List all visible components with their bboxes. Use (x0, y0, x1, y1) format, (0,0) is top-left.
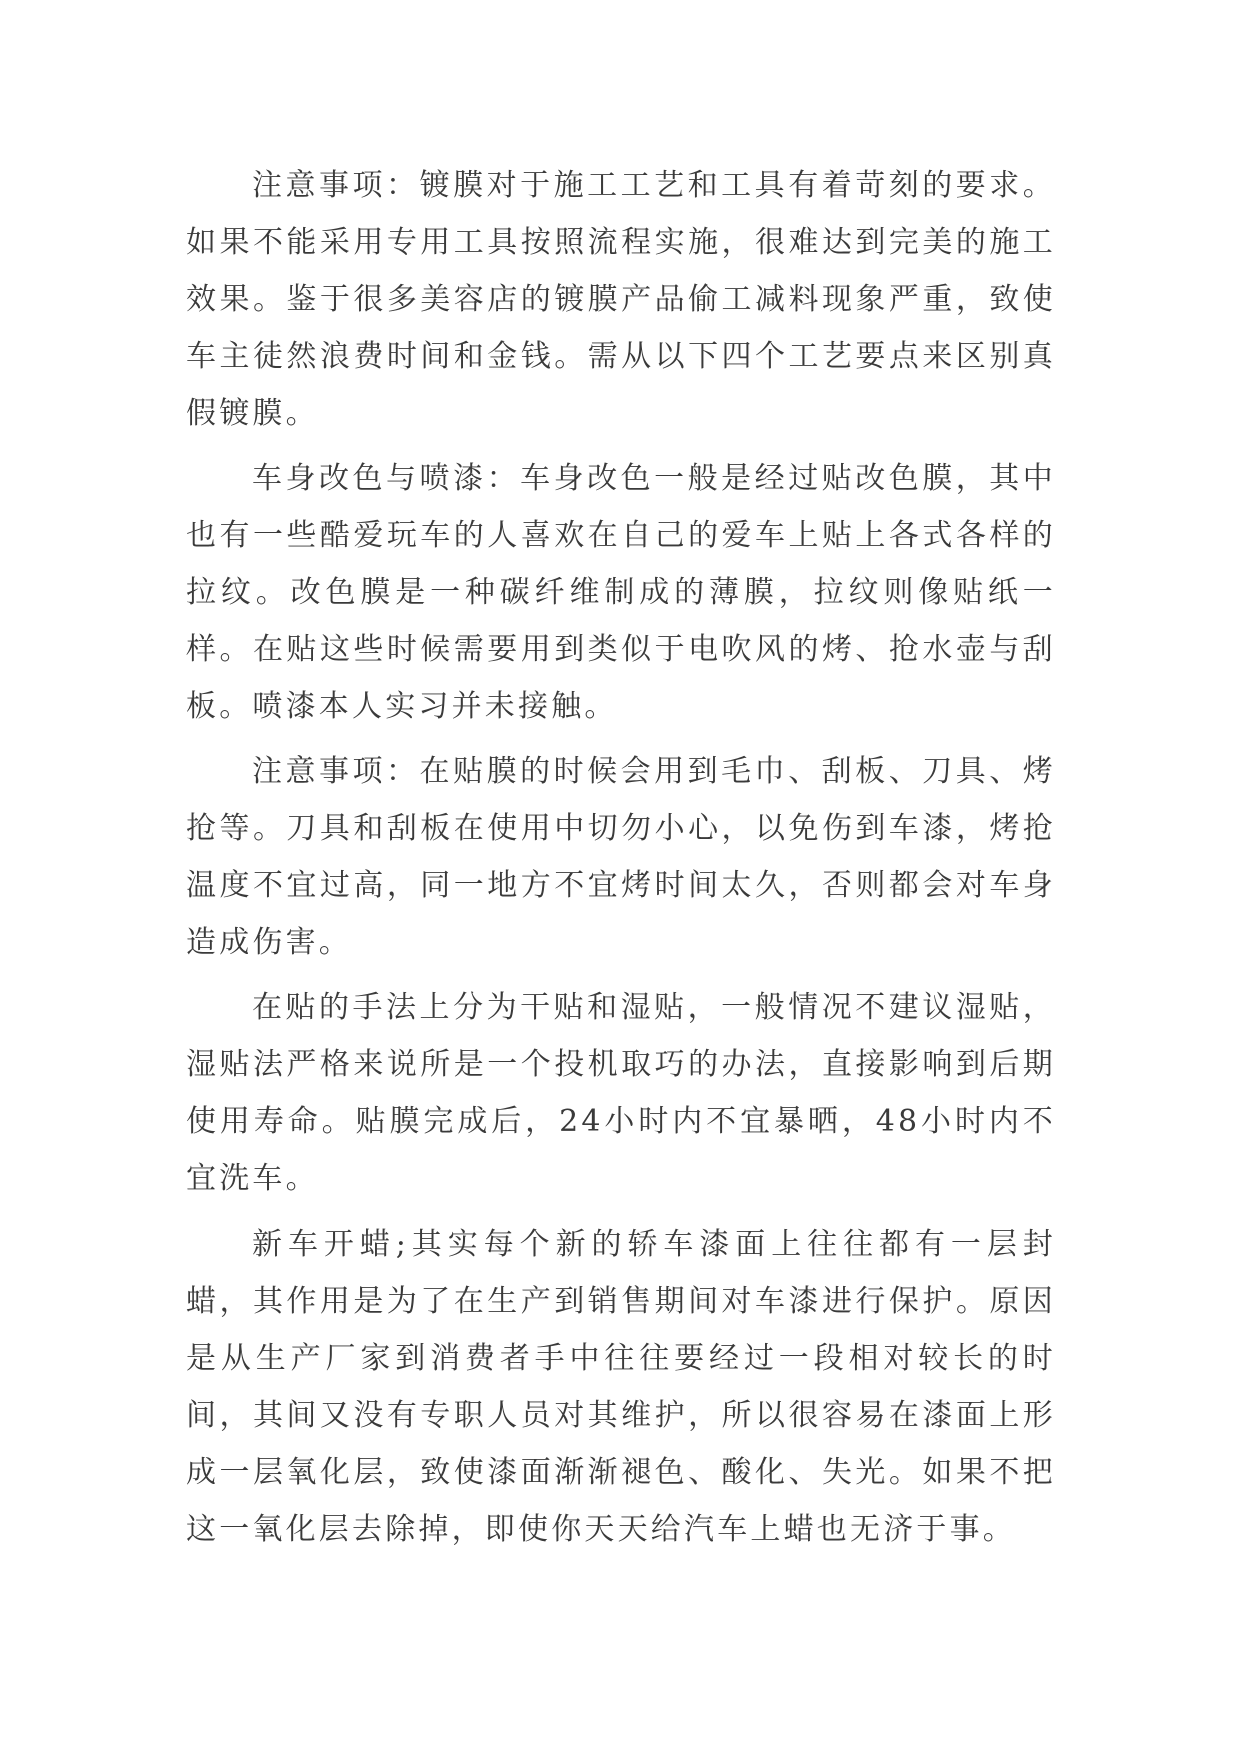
paragraph-dry-wet-application: 在贴的手法上分为干贴和湿贴，一般情况不建议湿贴，湿贴法严格来说所是一个投机取巧的办法，直接影响到后期使用寿命。贴膜完成后，24小时内不宜暴晒，48小时内不宜洗车。 (186, 990, 1056, 1196)
paragraph-new-car-dewaxing: 新车开蜡;其实每个新的轿车漆面上往往都有一层封蜡，其作用是为了在生产到销售期间对车漆进行保护。原因是从生产厂家到消费者手中往往要经过一段相对较长的时间，其间又没有专职人员对其维护，所以很容易在漆面上形成一层氧化层，致使漆面渐渐褪色、酸化、失光。如果不把这一氧化层去除掉，即使你天天给汽车上蜡也无济于事。 (186, 1227, 1056, 1547)
paragraph-color-change-and-painting: 车身改色与喷漆：车身改色一般是经过贴改色膜，其中也有一些酷爱玩车的人喜欢在自己的爱车上贴上各式各样的拉纹。改色膜是一种碳纤维制成的薄膜，拉纹则像贴纸一样。在贴这些时候需要用到类似于电吹风的烤、抢水壶与刮板。喷漆本人实习并未接触。 (186, 461, 1056, 724)
paragraph-coating-notes: 注意事项：镀膜对于施工工艺和工具有着苛刻的要求。如果不能采用专用工具按照流程实施，很难达到完美的施工效果。鉴于很多美容店的镀膜产品偷工减料现象严重，致使车主徒然浪费时间和金钱。需从以下四个工艺要点来区别真假镀膜。 (186, 168, 1056, 431)
paragraph-film-application-notes: 注意事项：在贴膜的时候会用到毛巾、刮板、刀具、烤抢等。刀具和刮板在使用中切勿小心，以免伤到车漆，烤抢温度不宜过高，同一地方不宜烤时间太久，否则都会对车身造成伤害。 (186, 754, 1056, 960)
